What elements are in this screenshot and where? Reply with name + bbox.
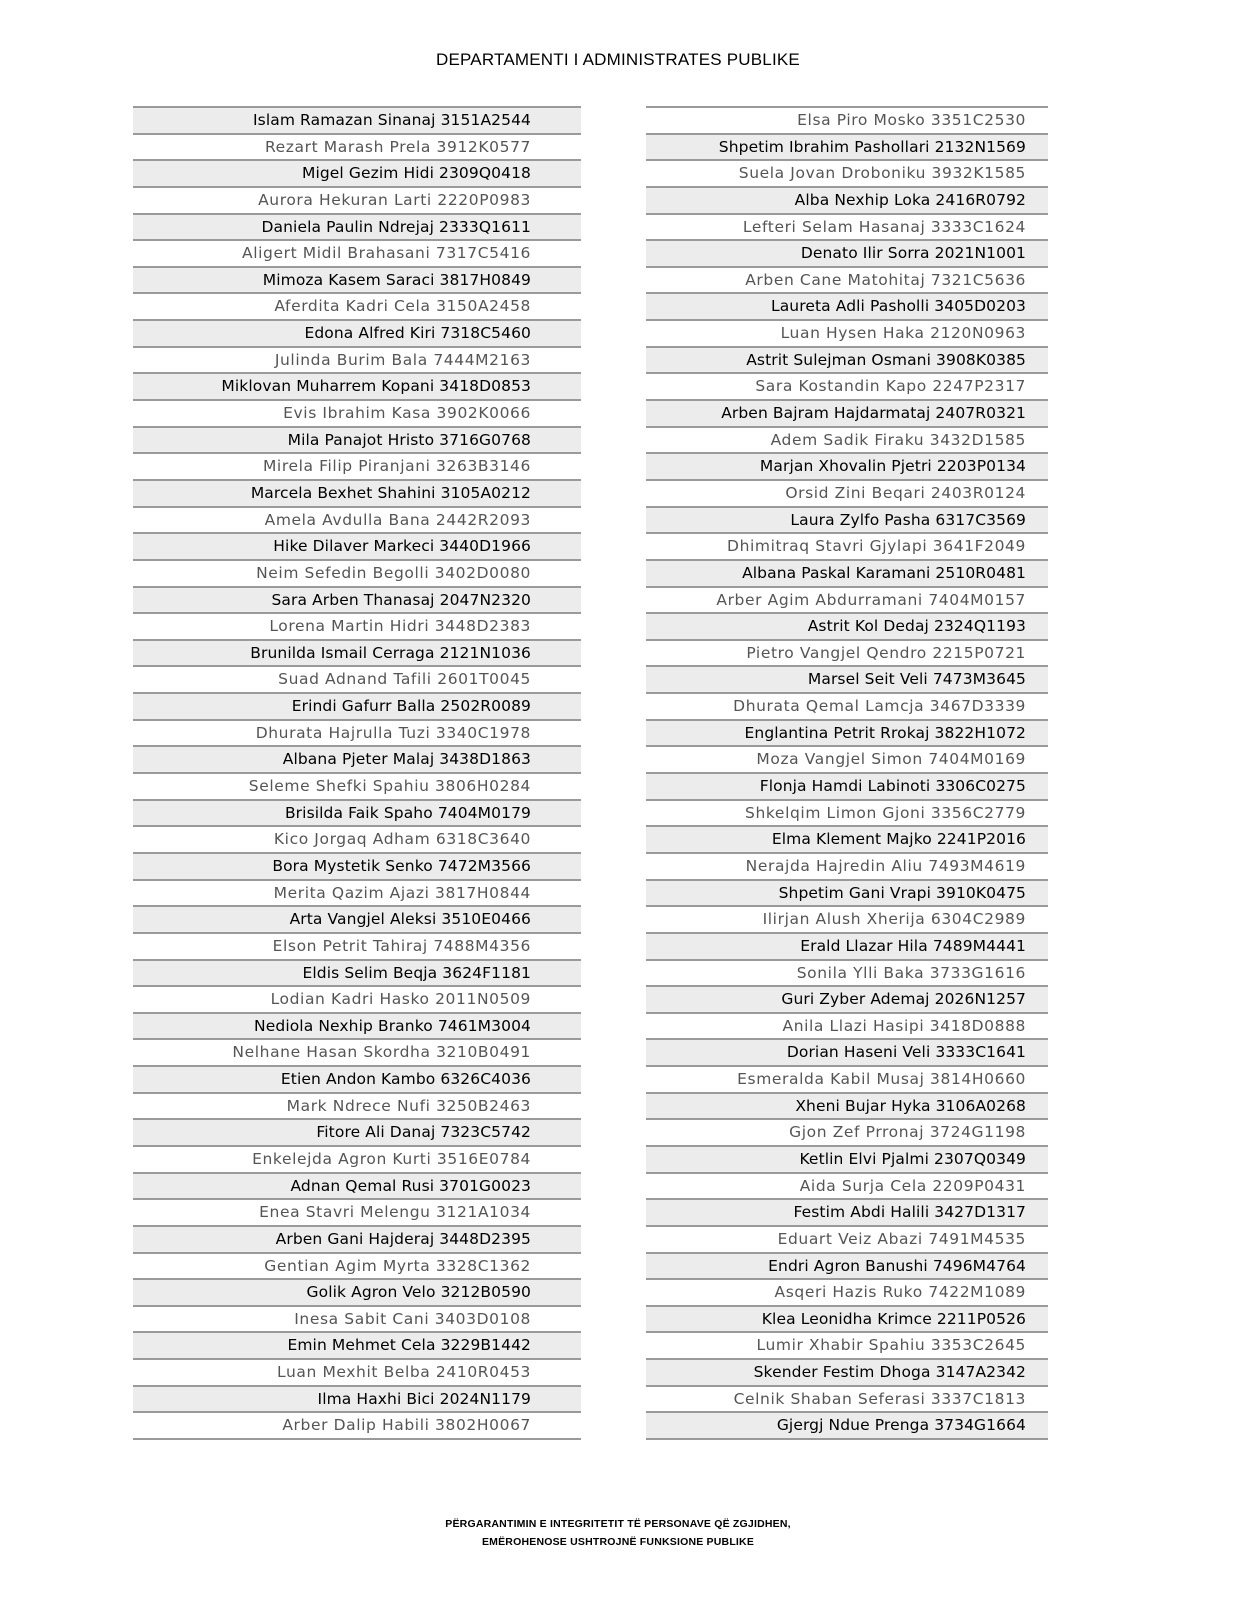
list-item: Dhurata Qemal Lamcja 3467D3339	[646, 694, 1048, 721]
list-item: Alba Nexhip Loka 2416R0792	[646, 188, 1048, 215]
list-item: Flonja Hamdi Labinoti 3306C0275	[646, 774, 1048, 801]
list-item: Celnik Shaban Seferasi 3337C1813	[646, 1387, 1048, 1414]
list-item: Brunilda Ismail Cerraga 2121N1036	[133, 641, 581, 668]
list-item: Eduart Veiz Abazi 7491M4535	[646, 1227, 1048, 1254]
list-item: Mirela Filip Piranjani 3263B3146	[133, 454, 581, 481]
list-item: Esmeralda Kabil Musaj 3814H0660	[646, 1067, 1048, 1094]
list-item: Evis Ibrahim Kasa 3902K0066	[133, 401, 581, 428]
list-item: Miklovan Muharrem Kopani 3418D0853	[133, 374, 581, 401]
list-item: Ketlin Elvi Pjalmi 2307Q0349	[646, 1147, 1048, 1174]
list-item: Erindi Gafurr Balla 2502R0089	[133, 694, 581, 721]
list-item: Skender Festim Dhoga 3147A2342	[646, 1360, 1048, 1387]
list-item: Luan Mexhit Belba 2410R0453	[133, 1360, 581, 1387]
list-item: Albana Pjeter Malaj 3438D1863	[133, 747, 581, 774]
list-item: Arben Cane Matohitaj 7321C5636	[646, 268, 1048, 295]
list-item: Lefteri Selam Hasanaj 3333C1624	[646, 215, 1048, 242]
list-item: Arber Agim Abdurramani 7404M0157	[646, 588, 1048, 615]
list-item: Ilirjan Alush Xherija 6304C2989	[646, 907, 1048, 934]
list-item: Mila Panajot Hristo 3716G0768	[133, 428, 581, 455]
list-item: Astrit Sulejman Osmani 3908K0385	[646, 348, 1048, 375]
list-item: Dhimitraq Stavri Gjylapi 3641F2049	[646, 534, 1048, 561]
list-item: Migel Gezim Hidi 2309Q0418	[133, 161, 581, 188]
list-item: Endri Agron Banushi 7496M4764	[646, 1254, 1048, 1281]
list-item: Asqeri Hazis Ruko 7422M1089	[646, 1280, 1048, 1307]
list-item: Suela Jovan Droboniku 3932K1585	[646, 161, 1048, 188]
list-item: Neim Sefedin Begolli 3402D0080	[133, 561, 581, 588]
list-item: Klea Leonidha Krimce 2211P0526	[646, 1307, 1048, 1334]
list-item: Bora Mystetik Senko 7472M3566	[133, 854, 581, 881]
list-item: Nediola Nexhip Branko 7461M3004	[133, 1014, 581, 1041]
list-item: Seleme Shefki Spahiu 3806H0284	[133, 774, 581, 801]
list-item: Nerajda Hajredin Aliu 7493M4619	[646, 854, 1048, 881]
list-item: Ilma Haxhi Bici 2024N1179	[133, 1387, 581, 1414]
list-item: Brisilda Faik Spaho 7404M0179	[133, 801, 581, 828]
list-item: Elsa Piro Mosko 3351C2530	[646, 108, 1048, 135]
list-item: Pietro Vangjel Qendro 2215P0721	[646, 641, 1048, 668]
list-item: Lorena Martin Hidri 3448D2383	[133, 614, 581, 641]
list-item: Elson Petrit Tahiraj 7488M4356	[133, 934, 581, 961]
list-item: Dorian Haseni Veli 3333C1641	[646, 1040, 1048, 1067]
list-item: Emin Mehmet Cela 3229B1442	[133, 1333, 581, 1360]
list-item: Dhurata Hajrulla Tuzi 3340C1978	[133, 721, 581, 748]
list-item: Moza Vangjel Simon 7404M0169	[646, 747, 1048, 774]
list-item: Aligert Midil Brahasani 7317C5416	[133, 241, 581, 268]
list-item: Golik Agron Velo 3212B0590	[133, 1280, 581, 1307]
list-item: Gjergj Ndue Prenga 3734G1664	[646, 1413, 1048, 1440]
list-item: Aferdita Kadri Cela 3150A2458	[133, 294, 581, 321]
page-title: DEPARTAMENTI I ADMINISTRATES PUBLIKE	[436, 50, 800, 69]
list-item: Enkelejda Agron Kurti 3516E0784	[133, 1147, 581, 1174]
list-item: Erald Llazar Hila 7489M4441	[646, 934, 1048, 961]
list-item: Aurora Hekuran Larti 2220P0983	[133, 188, 581, 215]
list-item: Sara Arben Thanasaj 2047N2320	[133, 588, 581, 615]
list-item: Lumir Xhabir Spahiu 3353C2645	[646, 1333, 1048, 1360]
list-item: Luan Hysen Haka 2120N0963	[646, 321, 1048, 348]
list-item: Adem Sadik Firaku 3432D1585	[646, 428, 1048, 455]
list-item: Shkelqim Limon Gjoni 3356C2779	[646, 801, 1048, 828]
left-name-list	[133, 106, 581, 1440]
list-item: Englantina Petrit Rrokaj 3822H1072	[646, 721, 1048, 748]
list-item: Fitore Ali Danaj 7323C5742	[133, 1120, 581, 1147]
footer-line-1: PËRGARANTIMIN E INTEGRITETIT TË PERSONAVE QË ZGJIDHEN,	[445, 1518, 791, 1530]
list-item: Etien Andon Kambo 6326C4036	[133, 1067, 581, 1094]
list-item: Gjon Zef Prronaj 3724G1198	[646, 1120, 1048, 1147]
footer	[0, 1515, 1236, 1551]
list-item: Xheni Bujar Hyka 3106A0268	[646, 1094, 1048, 1121]
list-item: Marsel Seit Veli 7473M3645	[646, 667, 1048, 694]
list-item: Julinda Burim Bala 7444M2163	[133, 348, 581, 375]
list-item: Mimoza Kasem Saraci 3817H0849	[133, 268, 581, 295]
list-item: Kico Jorgaq Adham 6318C3640	[133, 827, 581, 854]
list-item: Albana Paskal Karamani 2510R0481	[646, 561, 1048, 588]
list-item: Elma Klement Majko 2241P2016	[646, 827, 1048, 854]
right-name-list	[646, 106, 1048, 1440]
list-item: Anila Llazi Hasipi 3418D0888	[646, 1014, 1048, 1041]
list-item: Shpetim Ibrahim Pashollari 2132N1569	[646, 135, 1048, 162]
list-item: Inesa Sabit Cani 3403D0108	[133, 1307, 581, 1334]
list-item: Daniela Paulin Ndrejaj 2333Q1611	[133, 215, 581, 242]
list-item: Arben Gani Hajderaj 3448D2395	[133, 1227, 581, 1254]
list-item: Sara Kostandin Kapo 2247P2317	[646, 374, 1048, 401]
list-item: Festim Abdi Halili 3427D1317	[646, 1200, 1048, 1227]
list-item: Marcela Bexhet Shahini 3105A0212	[133, 481, 581, 508]
list-item: Marjan Xhovalin Pjetri 2203P0134	[646, 454, 1048, 481]
list-item: Denato Ilir Sorra 2021N1001	[646, 241, 1048, 268]
list-item: Aida Surja Cela 2209P0431	[646, 1174, 1048, 1201]
list-item: Eldis Selim Beqja 3624F1181	[133, 961, 581, 988]
list-item: Enea Stavri Melengu 3121A1034	[133, 1200, 581, 1227]
list-item: Nelhane Hasan Skordha 3210B0491	[133, 1040, 581, 1067]
list-item: Lodian Kadri Hasko 2011N0509	[133, 987, 581, 1014]
list-item: Guri Zyber Ademaj 2026N1257	[646, 987, 1048, 1014]
footer-line-2: EMËROHENOSE USHTROJNË FUNKSIONE PUBLIKE	[481, 1536, 755, 1548]
list-item: Sonila Ylli Baka 3733G1616	[646, 961, 1048, 988]
list-item: Laureta Adli Pasholli 3405D0203	[646, 294, 1048, 321]
list-item: Arben Bajram Hajdarmataj 2407R0321	[646, 401, 1048, 428]
list-item: Shpetim Gani Vrapi 3910K0475	[646, 881, 1048, 908]
list-item: Astrit Kol Dedaj 2324Q1193	[646, 614, 1048, 641]
list-item: Arber Dalip Habili 3802H0067	[133, 1413, 581, 1440]
list-item: Suad Adnand Tafili 2601T0045	[133, 667, 581, 694]
list-item: Mark Ndrece Nufi 3250B2463	[133, 1094, 581, 1121]
list-item: Hike Dilaver Markeci 3440D1966	[133, 534, 581, 561]
list-item: Rezart Marash Prela 3912K0577	[133, 135, 581, 162]
list-item: Merita Qazim Ajazi 3817H0844	[133, 881, 581, 908]
list-item: Islam Ramazan Sinanaj 3151A2544	[133, 108, 581, 135]
list-item: Amela Avdulla Bana 2442R2093	[133, 508, 581, 535]
list-item: Edona Alfred Kiri 7318C5460	[133, 321, 581, 348]
list-item: Laura Zylfo Pasha 6317C3569	[646, 508, 1048, 535]
list-item: Adnan Qemal Rusi 3701G0023	[133, 1174, 581, 1201]
list-item: Gentian Agim Myrta 3328C1362	[133, 1254, 581, 1281]
list-item: Orsid Zini Beqari 2403R0124	[646, 481, 1048, 508]
list-item: Arta Vangjel Aleksi 3510E0466	[133, 907, 581, 934]
